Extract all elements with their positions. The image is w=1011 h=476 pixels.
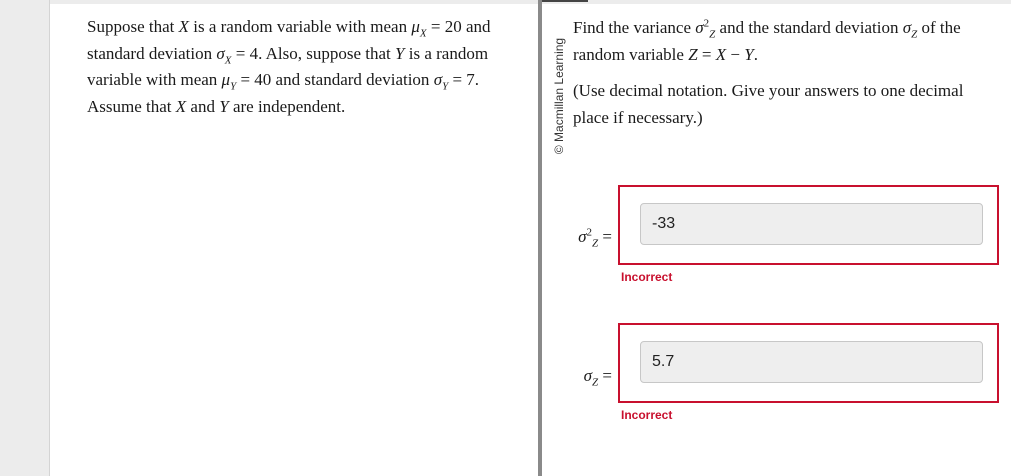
variance-input[interactable]: -33 [640, 203, 983, 245]
question-note: (Use decimal notation. Give your answers to one decimal place if necessary.) [573, 81, 964, 127]
credit-watermark [550, 22, 568, 170]
question-prompt: Find the variance $\sigma^2_Z$ and the standard deviation $\sigma_Z$ of the random variable Z = X − Y. [573, 17, 961, 64]
variance-feedback: Incorrect [621, 270, 673, 284]
question [573, 15, 998, 131]
std-dev-label: $\sigma_Z$ = [583, 366, 612, 389]
std-dev-feedback: Incorrect [621, 408, 673, 422]
top-strip [50, 0, 1011, 4]
left-rail-edge [49, 0, 50, 476]
pane-divider[interactable] [538, 0, 542, 476]
credit-text: © Macmillan Learning [552, 37, 566, 155]
problem-text: Suppose that X is a random variable with mean $\mu_X = 20$ and standard deviation $\sigma_X = 4$. Also, suppose that Y is a random variable with mean $\mu_Y = 40$ and standard deviation $\sigma_Y = 7$. Assume that X and Y are independent. [87, 17, 491, 116]
variance-answer-box [618, 185, 999, 265]
variance-label: $\sigma^2_Z$ = [578, 226, 612, 250]
divider-tab [542, 0, 588, 2]
left-rail [0, 0, 50, 476]
std-dev-input[interactable]: 5.7 [640, 341, 983, 383]
problem-statement [87, 14, 527, 120]
std-dev-answer-box [618, 323, 999, 403]
